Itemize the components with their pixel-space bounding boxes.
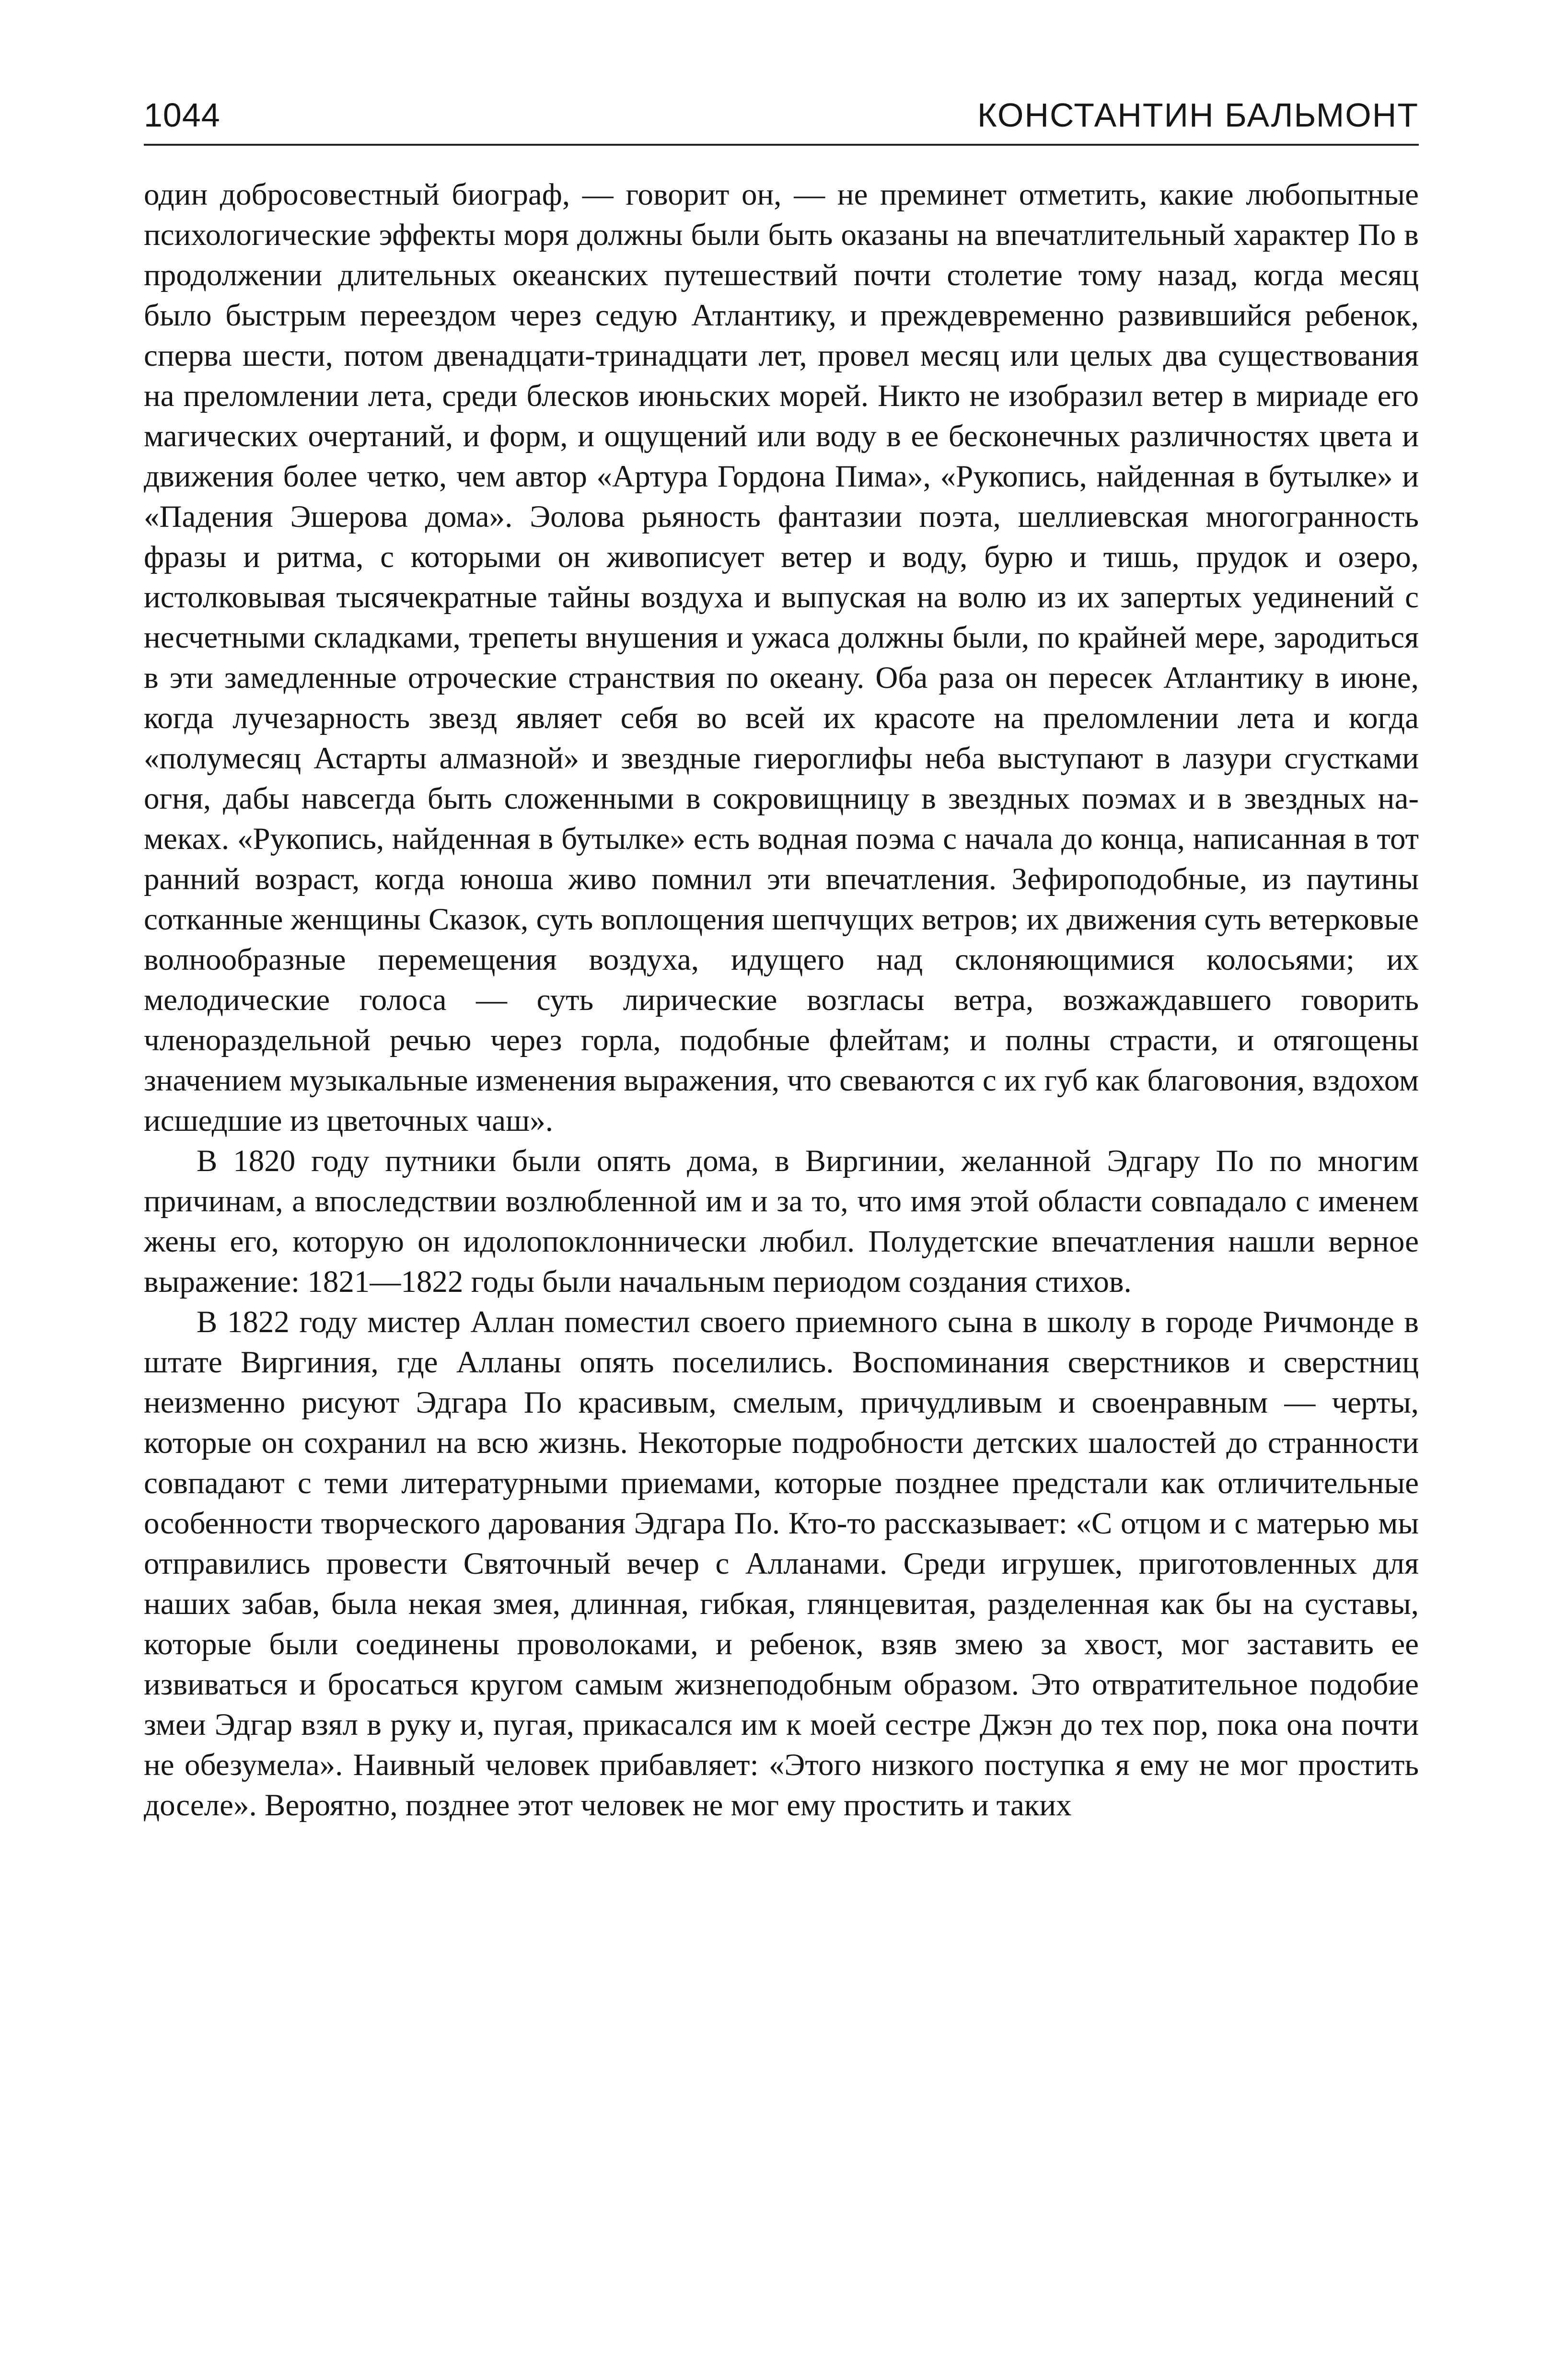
page-number: 1044 — [144, 96, 220, 134]
paragraph: В 1820 году путники были опять дома, в Виргинии, желанной Эдгару По по многим причинам, а впоследствии возлюбленной им и за то, что имя этой области совпадало с именем жены его, которую он идолопоклоннически любил. Полудетские впечатления нашли верное выражение: 1821—1822 годы были начальным периодом создания стихов. — [144, 1144, 1419, 1299]
paragraph: один добросовестный биограф, — говорит он, — не преминет отметить, какие любопытные психологические эффекты моря должны были быть оказаны на впечатлительный характер По в продолжении длительных океанских путешествий почти столетие тому назад, когда месяц было быстрым переездом через седую Атлантику, и преждевременно развившийся ребенок, сперва шести, потом двенадцати-тринадцати лет, провел месяц или целых два существования на преломлении лета, среди блесков июньских морей. Никто не изобразил ветер в мириаде его магических очертаний, и форм, и ощущений или воду в ее бесконечных различностях цвета и движения более четко, чем автор «Артура Гордона Пима», «Рукопись, найденная в бутылке» и «Падения Эшерова дома». Эолова рьяность фантазии поэта, шеллиевская многогранность фразы и ритма, с которыми он живописует ветер и воду, бурю и тишь, прудок и озеро, истолковывая тысячекратные тайны воздуха и выпуская на волю из их запертых уединений с несчетными складками, трепеты внушения и ужаса должны были, по крайней мере, зародиться в эти замедленные отроческие странствия по океану. Оба раза он пересек Атлантику в июне, когда лучезарность звезд являет себя во всей их красоте на преломлении лета и когда «полумесяц Астарты алмазной» и звездные гиероглифы неба выступают в лазури сгустками огня, дабы навсегда быть сложенными в сокровищницу в звездных поэмах и в звездных намеках. «Рукопись, найденная в бутылке» есть водная поэма с начала до конца, написанная в тот ранний возраст, когда юноша живо помнил эти впечатления. Зефироподобные, из паутины сотканные женщины Сказок, суть воплощения шепчущих ветров; их движения суть ветерковые волнообразные перемещения воздуха, идущего над склоняющимися колосьями; их мелодические голоса — суть лирические возгласы ветра, возжаждавшего говорить членораздельной речью через горла, подобные флейтам; и полны страсти, и отягощены значением музыкальные изменения выражения, что свеваются с их губ как благовония, вздохом исшедшие из цветочных чаш». — [144, 177, 1419, 1138]
page-header — [144, 86, 1419, 146]
book-page — [144, 86, 1419, 1825]
running-head: КОНСТАНТИН БАЛЬМОНТ — [977, 96, 1419, 134]
paragraph: В 1822 году мистер Аллан поместил своего приемного сына в школу в городе Ричмонде в штате Виргиния, где Алланы опять поселились. Воспоминания сверстников и сверстниц неизменно рисуют Эдгара По красивым, смелым, причудливым и своенравным — черты, которые он сохранил на всю жизнь. Некоторые подробности детских шалостей до странности совпадают с теми литературными приемами, которые позднее предстали как отличительные особенности творческого дарования Эдгара По. Кто-то рассказывает: «С отцом и с матерью мы отправились провести Святочный вечер с Алланами. Среди игрушек, приготовленных для наших забав, была некая змея, длинная, гибкая, глянцевитая, разделенная как бы на суставы, которые были соединены проволоками, и ребенок, взяв змею за хвост, мог заставить ее извиваться и бросаться кругом самым жизнеподобным образом. Это отвратительное подобие змеи Эдгар взял в руку и, пугая, прикасался им к моей сестре Джэн до тех пор, пока она почти не обезумела». Наивный человек прибавляет: «Этого низкого поступка я ему не мог простить доселе». Вероятно, позднее этот человек не мог ему простить и таких — [144, 1305, 1419, 1823]
body-text — [144, 174, 1419, 1825]
